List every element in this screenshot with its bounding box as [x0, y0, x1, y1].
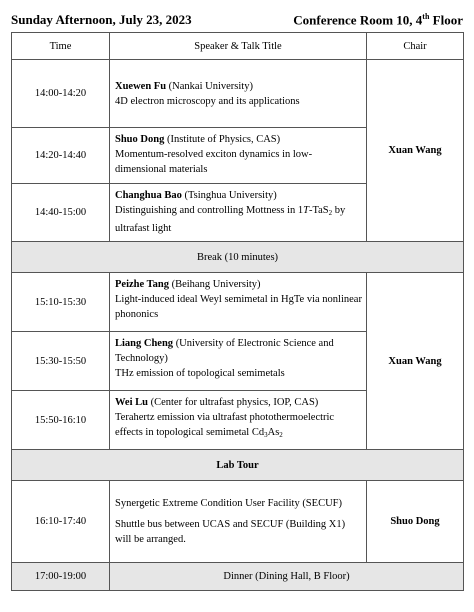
table-row	[12, 273, 464, 332]
column-header-time: Time	[12, 33, 110, 60]
talk-title: Momentum-resolved exciton dynamics in low-dimensional materials	[115, 149, 313, 175]
break-row	[12, 242, 464, 273]
talk-time: 15:30-15:50	[12, 332, 110, 391]
talk-cell	[110, 332, 367, 391]
dinner-time: 17:00-19:00	[12, 563, 110, 591]
lab-tour-cell	[110, 481, 367, 563]
speaker-affiliation: (Nankai University)	[166, 80, 253, 92]
conference-room: Conference Room 10, 4th Floor	[293, 12, 463, 28]
talk-cell	[110, 128, 367, 184]
speaker-affiliation: (Tsinghua University)	[181, 190, 277, 201]
column-header-chair: Chair	[367, 33, 464, 60]
talk-title: Distinguishing and controlling Mottness in 1T-TaS$_2$ by ultrafast light	[115, 205, 346, 234]
speaker-name: Xuewen Fu	[115, 80, 167, 92]
speaker-affiliation: (University of Electronic Science and Technology)	[115, 338, 334, 364]
table-row	[12, 481, 464, 563]
speaker-name: Changhua Bao	[115, 190, 182, 201]
speaker-name: Liang Cheng	[115, 338, 174, 349]
talk-cell	[110, 391, 367, 450]
session-chair: Xuan Wang	[367, 273, 464, 450]
dinner-row	[12, 563, 464, 591]
column-header-talk: Speaker & Talk Title	[110, 33, 367, 60]
talk-cell	[110, 60, 367, 128]
talk-title: THz emission of topological semimetals	[115, 368, 285, 379]
speaker-affiliation: (Institute of Physics, CAS)	[164, 134, 281, 145]
speaker-name: Peizhe Tang	[115, 279, 169, 290]
lab-tour-time: 16:10-17:40	[12, 481, 110, 563]
talk-cell	[110, 273, 367, 332]
speaker-affiliation: (Beihang University)	[168, 279, 261, 290]
lab-tour-facility: Synergetic Extreme Condition User Facility (SECUF)	[115, 498, 342, 509]
talk-time: 14:40-15:00	[12, 184, 110, 242]
session-chair: Xuan Wang	[367, 60, 464, 242]
table-row	[12, 60, 464, 128]
session-chair: Shuo Dong	[367, 481, 464, 563]
talk-title: Terahertz emission via ultrafast photothermoelectric effects in topological semimetal $Cd_3As_2$	[115, 412, 335, 439]
talk-time: 14:00-14:20	[12, 60, 110, 128]
talk-cell	[110, 184, 367, 242]
break-label: Break (10 minutes)	[12, 242, 464, 273]
session-date: Sunday Afternoon, July 23, 2023	[11, 12, 192, 27]
lab-tour-note: Shuttle bus between UCAS and SECUF (Building X1) will be arranged.	[115, 519, 346, 545]
schedule-table	[11, 32, 464, 591]
table-header-row	[12, 33, 464, 60]
speaker-name: Wei Lu	[115, 397, 148, 408]
talk-time: 14:20-14:40	[12, 128, 110, 184]
talk-time: 15:50-16:10	[12, 391, 110, 450]
talk-title: Light-induced ideal Weyl semimetal in HgTe via nonlinear phononics	[115, 294, 362, 320]
schedule-header	[11, 12, 463, 32]
talk-time: 15:10-15:30	[12, 273, 110, 332]
speaker-affiliation: (Center for ultrafast physics, IOP, CAS)	[147, 397, 319, 408]
lab-tour-row	[12, 450, 464, 481]
speaker-name: Shuo Dong	[115, 134, 165, 145]
talk-title: 4D electron microscopy and its applications	[115, 95, 300, 107]
dinner-label: Dinner (Dining Hall, B Floor)	[110, 563, 464, 591]
lab-tour-label: Lab Tour	[12, 450, 464, 481]
